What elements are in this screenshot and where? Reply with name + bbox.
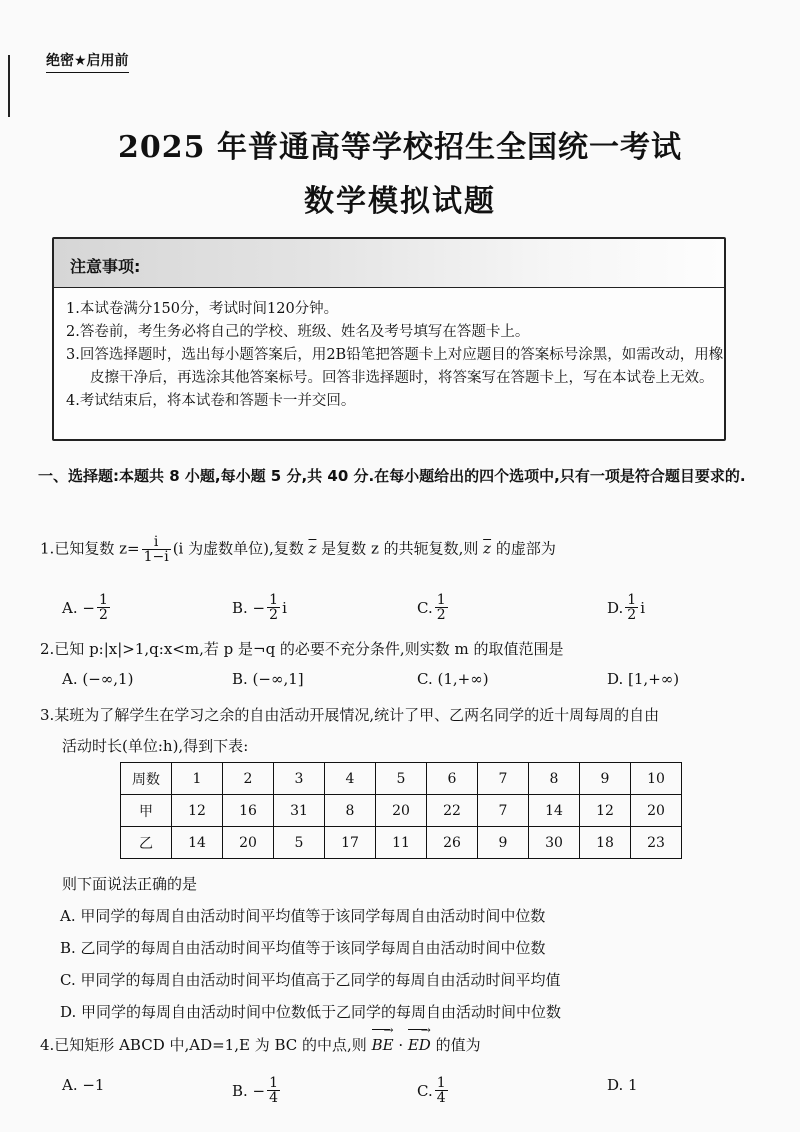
q1-option-d-tail: i <box>640 598 645 617</box>
q3-option-c[interactable]: C. 甲同学的每周自由活动时间平均值高于乙同学的每周自由活动时间平均值 <box>60 971 561 989</box>
table-cell: 10 <box>631 763 682 795</box>
table-cell: 7 <box>478 795 529 827</box>
table-cell: 6 <box>427 763 478 795</box>
notice-item: 2.答卷前，考生务必将自己的学校、班级、姓名及考号填写在答题卡上。 <box>66 324 530 340</box>
table-cell: 12 <box>172 795 223 827</box>
margin-line <box>8 55 10 117</box>
q4-option-b-num: 1 <box>269 1075 279 1091</box>
table-cell: 9 <box>478 827 529 859</box>
q4-option-c[interactable] <box>417 1076 450 1105</box>
q4-prefix: 4.已知矩形 ABCD 中,AD=1,E 为 BC 的中点,则 <box>40 1036 372 1054</box>
q1-option-b[interactable] <box>232 593 287 622</box>
q1-option-d[interactable] <box>607 593 645 622</box>
q4-option-c-num: 1 <box>436 1075 446 1091</box>
table-row-jia <box>121 795 682 827</box>
section-heading: 一、选择题:本题共 8 小题,每小题 5 分,共 40 分.在每小题给出的四个选项中,只有一项是符合题目要求的. <box>38 467 746 485</box>
q4-dot: · <box>393 1036 408 1054</box>
q2-option-d[interactable]: D. [1,+∞) <box>607 670 680 688</box>
table-cell: 16 <box>223 795 274 827</box>
table-cell: 20 <box>223 827 274 859</box>
confidential-label: 绝密★启用前 <box>46 50 129 73</box>
q1-frac-den: 1−i <box>143 549 169 565</box>
table-cell: 23 <box>631 827 682 859</box>
q1-option-a[interactable] <box>62 593 112 622</box>
table-cell: 20 <box>631 795 682 827</box>
activity-table <box>120 762 682 859</box>
table-cell: 4 <box>325 763 376 795</box>
notice-title: 注意事项: <box>70 257 141 276</box>
table-row-yi <box>121 827 682 859</box>
q4-option-c-frac <box>435 1076 448 1105</box>
q1-option-a-frac <box>97 593 110 622</box>
notice-item: 1.本试卷满分150分，考试时间120分钟。 <box>66 301 339 317</box>
table-cell: 20 <box>376 795 427 827</box>
q1-option-c-frac <box>435 593 448 622</box>
table-cell: 周数 <box>121 763 172 795</box>
q2-option-a[interactable]: A. (−∞,1) <box>62 670 134 688</box>
q1-middle: (i 为虚数单位),复数 <box>172 539 309 558</box>
q1-fraction <box>142 535 171 564</box>
q2-option-c[interactable]: C. (1,+∞) <box>417 670 489 688</box>
q3-stem: 则下面说法正确的是 <box>62 875 198 893</box>
table-cell: 17 <box>325 827 376 859</box>
table-row-weeks <box>121 763 682 795</box>
table-cell: 9 <box>580 763 631 795</box>
notice-item: 3.回答选择题时，选出每小题答案后，用2B铅笔把答题卡上对应题目的答案标号涂黑，如需改动，用橡皮擦干净后，再选涂其他答案标号。回答非选择题时，将答案写在答题卡上，写在本试卷上无效。 <box>66 347 724 386</box>
exam-title: 2025 年普通高等学校招生全国统一考试 <box>118 130 682 165</box>
q1-option-d-label: D. <box>607 598 624 617</box>
q2-option-b[interactable]: B. (−∞,1] <box>232 670 304 688</box>
table-cell: 22 <box>427 795 478 827</box>
q4-option-c-label: C. <box>417 1081 433 1100</box>
table-cell: 1 <box>172 763 223 795</box>
q1-option-c-den: 2 <box>436 607 446 623</box>
q1-option-b-frac <box>267 593 280 622</box>
exam-subtitle: 数学模拟试题 <box>304 184 496 219</box>
table-cell: 甲 <box>121 795 172 827</box>
q4-option-b-frac <box>267 1076 280 1105</box>
q1-option-b-den: 2 <box>269 607 279 623</box>
notice-header <box>54 239 724 288</box>
q1-zbar: $\overline{z}$ <box>308 539 317 558</box>
q1-number: 1. <box>40 539 55 558</box>
q1-option-d-den: 2 <box>627 607 637 623</box>
table-cell: 11 <box>376 827 427 859</box>
q4-option-c-den: 4 <box>436 1090 446 1106</box>
table-cell: 5 <box>376 763 427 795</box>
q1-middle2: 是复数 z 的共轭复数,则 <box>316 539 484 558</box>
q4-vector-be: → BE <box>372 1036 394 1054</box>
question-3-line2: 活动时长(单位:h),得到下表: <box>62 737 249 755</box>
q1-option-b-label: B. − <box>232 598 266 617</box>
notice-box <box>52 237 726 441</box>
question-1 <box>40 535 556 564</box>
q1-option-b-num: 1 <box>269 592 279 608</box>
table-cell: 7 <box>478 763 529 795</box>
table-cell: 31 <box>274 795 325 827</box>
q1-zbar2: $\overline{z}$ <box>483 539 492 558</box>
q3-option-b[interactable]: B. 乙同学的每周自由活动时间平均值等于该同学每周自由活动时间中位数 <box>60 939 546 957</box>
table-cell: 30 <box>529 827 580 859</box>
q4-vector-ed: → ED <box>408 1036 431 1054</box>
table-cell: 3 <box>274 763 325 795</box>
question-2: 2.已知 p:|x|>1,q:x<m,若 p 是¬q 的必要不充分条件,则实数 m 的取值范围是 <box>40 640 564 658</box>
q1-option-d-frac <box>625 593 638 622</box>
notice-list <box>54 288 724 413</box>
table-cell: 8 <box>529 763 580 795</box>
q1-option-d-num: 1 <box>627 592 637 608</box>
table-cell: 18 <box>580 827 631 859</box>
q1-option-a-den: 2 <box>98 607 108 623</box>
q4-option-b[interactable] <box>232 1076 282 1105</box>
table-cell: 14 <box>172 827 223 859</box>
table-cell: 2 <box>223 763 274 795</box>
q4-option-a[interactable] <box>62 1076 104 1094</box>
q1-option-a-num: 1 <box>98 592 108 608</box>
table-cell: 26 <box>427 827 478 859</box>
q3-option-d[interactable]: D. 甲同学的每周自由活动时间中位数低于乙同学的每周自由活动时间中位数 <box>60 1003 562 1021</box>
q4-option-d-label: D. 1 <box>607 1076 638 1094</box>
q4-suffix: 的值为 <box>430 1036 481 1054</box>
q1-option-a-label: A. − <box>62 598 95 617</box>
table-cell: 8 <box>325 795 376 827</box>
question-4 <box>40 1034 481 1055</box>
table-cell: 14 <box>529 795 580 827</box>
q1-option-c-num: 1 <box>436 592 446 608</box>
q1-option-b-tail: i <box>282 598 287 617</box>
notice-item: 4.考试结束后，将本试卷和答题卡一并交回。 <box>66 393 356 409</box>
table-cell: 5 <box>274 827 325 859</box>
q1-option-c-label: C. <box>417 598 433 617</box>
q1-prefix: 已知复数 z= <box>54 539 140 558</box>
q4-option-d[interactable] <box>607 1076 638 1094</box>
q1-suffix: 的虚部为 <box>491 539 556 558</box>
question-3-line1: 3.某班为了解学生在学习之余的自由活动开展情况,统计了甲、乙两名同学的近十周每周的自由 <box>40 706 660 724</box>
table-cell: 12 <box>580 795 631 827</box>
table-cell: 乙 <box>121 827 172 859</box>
q4-option-b-label: B. − <box>232 1081 266 1100</box>
q4-option-b-den: 4 <box>269 1090 279 1106</box>
q4-option-a-label: A. −1 <box>62 1076 105 1094</box>
q1-option-c[interactable] <box>417 593 450 622</box>
q1-frac-num: i <box>153 534 159 550</box>
q3-option-a[interactable]: A. 甲同学的每周自由活动时间平均值等于该同学每周自由活动时间中位数 <box>60 907 546 925</box>
